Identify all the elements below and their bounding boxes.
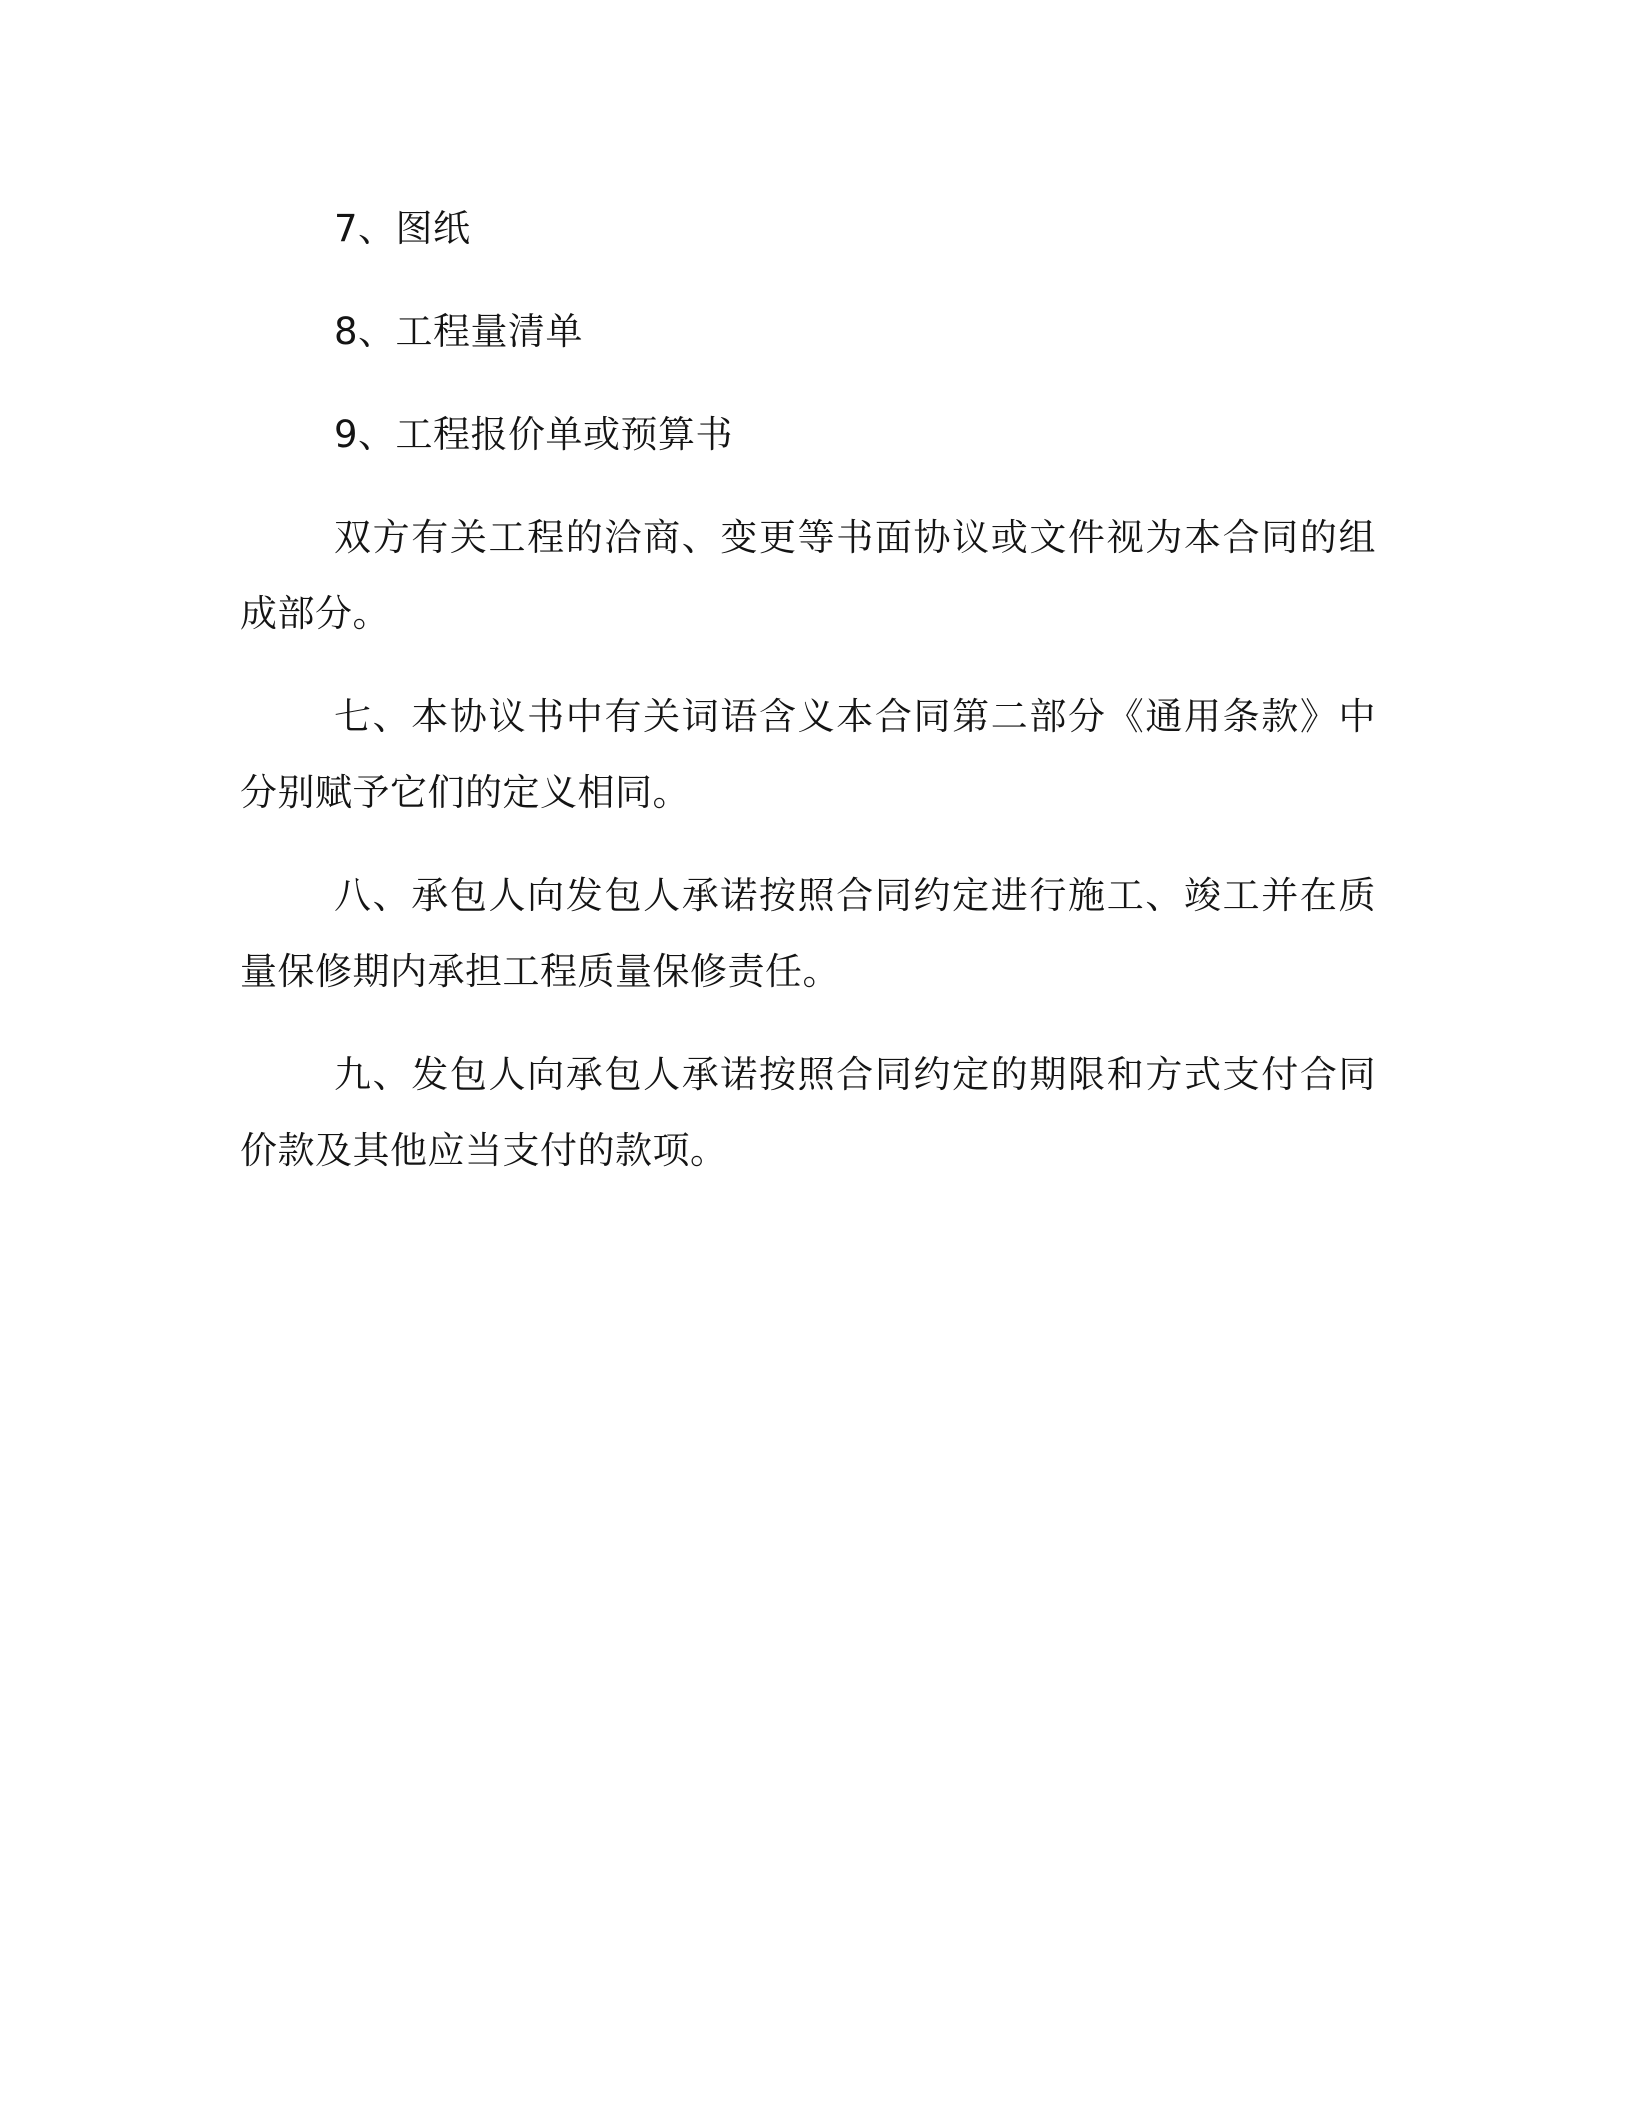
paragraph-clause-eight: 八、承包人向发包人承诺按照合同约定进行施工、竣工并在质量保修期内承担工程质量保修责任。 — [240, 874, 1376, 993]
paragraph-clause-seven: 七、本协议书中有关词语含义本合同第二部分《通用条款》中分别赋予它们的定义相同。 — [240, 695, 1376, 814]
document-body — [240, 191, 1376, 1216]
list-item-quotation-or-budget: 9、工程报价单或预算书 — [334, 413, 734, 456]
list-item-bill-of-quantities: 8、工程量清单 — [334, 310, 584, 353]
paragraph-clause-nine: 九、发包人向承包人承诺按照合同约定的期限和方式支付合同价款及其他应当支付的款项。 — [240, 1053, 1376, 1172]
list-item-drawings: 7、图纸 — [334, 207, 471, 250]
paragraph-agreements-part-of-contract: 双方有关工程的洽商、变更等书面协议或文件视为本合同的组成部分。 — [240, 516, 1376, 635]
